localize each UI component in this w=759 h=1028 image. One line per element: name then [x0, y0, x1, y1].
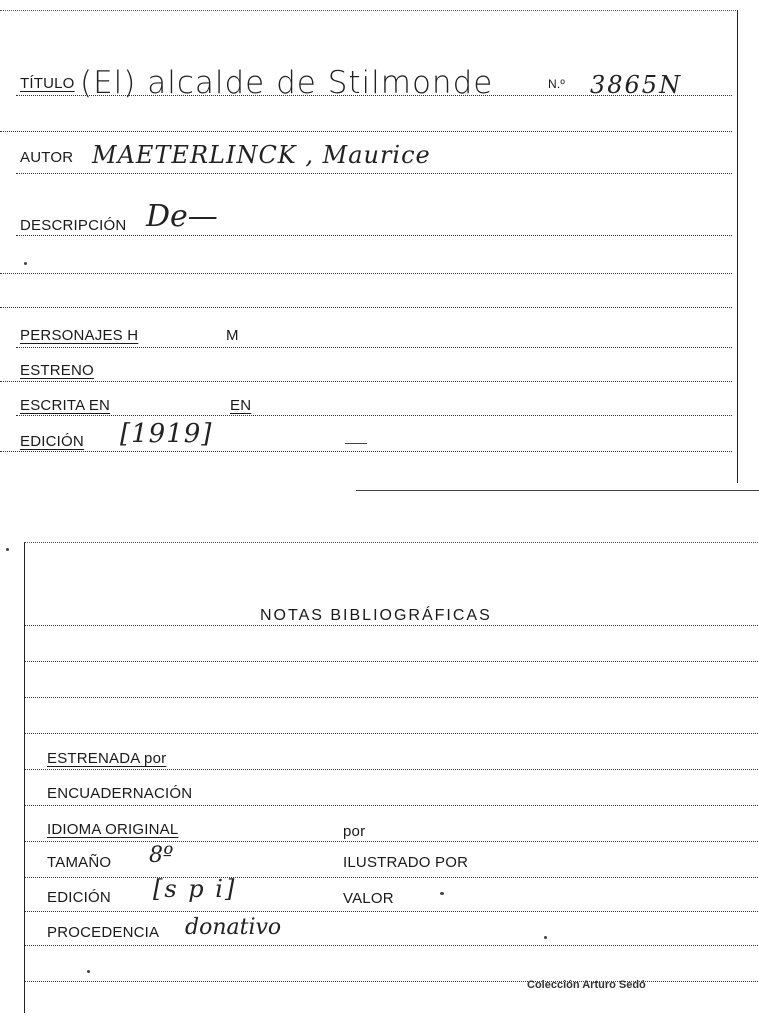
- autor-value: MAETERLINCK , Maurice: [92, 141, 431, 169]
- rule: [356, 490, 759, 491]
- scan-speck: [440, 892, 444, 895]
- por-label: por: [343, 823, 366, 840]
- rule: [16, 173, 732, 174]
- rule: [25, 661, 759, 662]
- descripcion-value: De—: [146, 199, 218, 234]
- estreno-label: ESTRENO: [20, 362, 94, 379]
- ilustrado-por-label: ILUSTRADO POR: [343, 854, 469, 871]
- en-label: EN: [230, 397, 252, 414]
- rule: [25, 841, 759, 842]
- rule: [25, 625, 759, 626]
- rule: [0, 381, 732, 382]
- procedencia-label: PROCEDENCIA: [47, 924, 160, 941]
- estrenada-label: ESTRENADA por: [47, 750, 167, 767]
- encuadernacion-label: ENCUADERNACIÓN: [47, 785, 193, 802]
- rule: [25, 733, 759, 734]
- notas-bibliograficas-title: NOTAS BIBLIOGRÁFICAS: [260, 607, 492, 624]
- rule: [25, 877, 759, 878]
- rule: [0, 131, 732, 132]
- tamano-label: TAMAÑO: [47, 854, 112, 871]
- tamano-value: 8º: [149, 843, 174, 868]
- edicion-value: [1919]: [120, 419, 213, 449]
- rule: [0, 307, 732, 308]
- edicion-label: EDICIÓN: [20, 433, 84, 450]
- scan-speck: [87, 970, 90, 973]
- edicion-label-notes: EDICIÓN: [47, 889, 111, 906]
- rule: [0, 451, 732, 452]
- rule: [25, 945, 759, 946]
- autor-label: AUTOR: [20, 149, 74, 166]
- rule: [16, 415, 732, 416]
- idioma-original-label: IDIOMA ORIGINAL: [47, 821, 179, 838]
- descripcion-label: DESCRIPCIÓN: [20, 217, 127, 234]
- rule: [16, 347, 732, 348]
- rule: [25, 697, 759, 698]
- procedencia-value: donativo: [185, 915, 282, 940]
- titulo-label: TÍTULO: [20, 75, 75, 92]
- rule: [0, 273, 732, 274]
- numero-value: 3865N: [590, 71, 683, 99]
- personajes-m-label: M: [226, 327, 239, 344]
- edicion-value-notes: [s p i]: [153, 875, 237, 903]
- scan-speck: [6, 548, 9, 551]
- catalog-card-notes: [24, 542, 759, 1013]
- collection-footer: Colección Arturo Sedó: [527, 979, 646, 991]
- scan-speck: [345, 443, 367, 444]
- catalog-card-main: [0, 10, 738, 483]
- personajes-label: PERSONAJES H: [20, 327, 139, 344]
- rule: [16, 235, 732, 236]
- rule: [25, 805, 759, 806]
- scan-speck: [544, 936, 547, 939]
- valor-label: VALOR: [343, 890, 394, 907]
- escrita-en-label: ESCRITA EN: [20, 397, 111, 414]
- titulo-value: (El) alcalde de Stilmonde: [80, 65, 494, 101]
- rule: [25, 769, 759, 770]
- rule: [25, 981, 759, 982]
- numero-label: N.º: [548, 77, 565, 91]
- rule: [25, 911, 759, 912]
- scan-speck: [24, 262, 27, 265]
